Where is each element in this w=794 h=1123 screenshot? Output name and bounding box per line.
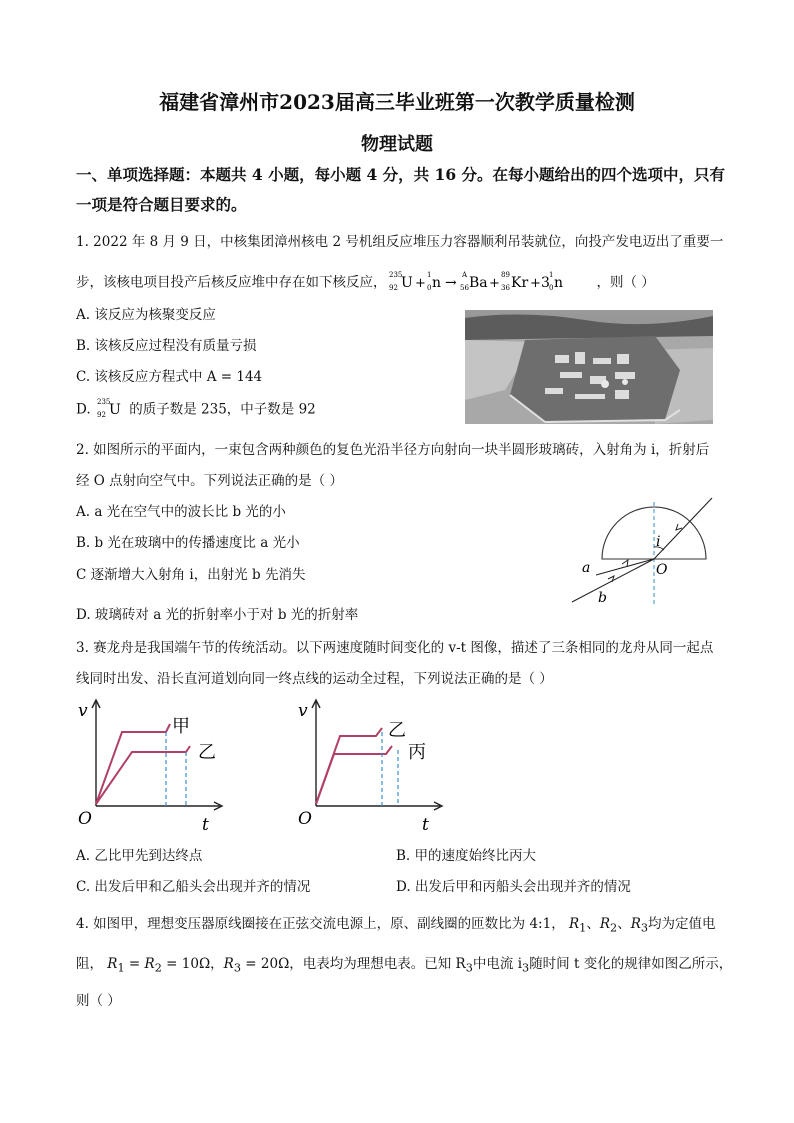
page-title: 福建省漳州市2023届高三毕业班第一次教学质量检测 xyxy=(159,90,635,114)
q1-line2-suffix: ，则（ ） xyxy=(596,274,655,291)
svg-text:+: + xyxy=(488,276,500,291)
q3-line1: 3. 赛龙舟是我国端午节的传统活动。以下两速度随时间变化的 v-t 图像，描述了三条相同的龙舟从同一起点 xyxy=(76,640,714,656)
curve-yi-label: 乙 xyxy=(388,720,406,741)
origin-label: O xyxy=(78,809,92,829)
ray-a-label: a xyxy=(582,560,591,576)
svg-text:0: 0 xyxy=(426,284,431,292)
page-subtitle: 物理试题 xyxy=(361,134,433,155)
curve-yi-label: 乙 xyxy=(198,742,216,763)
q4-line2: 阻， $R_1 = R_2 = 10\Omega$，$R_3 = 20\Omega$，电表均为理想电表。已知 $R_3$中电流 $i_3$随时间 t 变化的规律如图乙所示， xyxy=(76,956,733,975)
nuclear-equation xyxy=(387,268,597,298)
svg-text:n: n xyxy=(553,275,563,291)
semicircle-glass-figure xyxy=(560,492,720,607)
svg-text:→: → xyxy=(444,275,457,291)
section-heading-line1: 一、单项选择题：本题共 4 小题，每小题 4 分，共 16 分。在每小题给出的四个选项中，只有 xyxy=(76,165,726,184)
q3-option-c: C. 出发后甲和乙船头会出现并齐的情况 xyxy=(76,879,311,895)
svg-text:A: A xyxy=(461,271,467,279)
q1-option-d-text: 的质子数是 235，中子数是 92 xyxy=(124,401,316,418)
q2-option-c: C 逐渐增大入射角 i，出射光 b 先消失 xyxy=(76,567,306,583)
vt-graph-right xyxy=(292,696,452,836)
ray-b-label: b xyxy=(598,590,607,606)
svg-text:235: 235 xyxy=(388,271,402,279)
svg-text:235: 235 xyxy=(96,398,111,406)
q2-option-b: B. b 光在玻璃中的传播速度比 a 光小 xyxy=(76,535,300,551)
q3-option-b: B. 甲的速度始终比丙大 xyxy=(396,848,537,864)
svg-text:89: 89 xyxy=(500,271,510,279)
q1-option-d xyxy=(76,396,316,424)
q4-line1-tail: 均为定值电 xyxy=(648,916,716,932)
q2-option-d: D. 玻璃砖对 a 光的折射率小于对 b 光的折射率 xyxy=(76,607,359,623)
angle-i-label: i xyxy=(656,534,661,550)
svg-text:Ba: Ba xyxy=(468,275,488,291)
q1-option-a: A. 该反应为核聚变反应 xyxy=(76,307,216,323)
axis-t-label: t xyxy=(422,815,429,835)
origin-label: O xyxy=(298,809,312,829)
svg-text:n: n xyxy=(431,275,441,291)
q1-line2-prefix: 步，该核电项目投产后核反应堆中存在如下核反应， xyxy=(76,274,387,291)
axis-v-label: v xyxy=(298,701,308,721)
q1-line1: 1. 2022 年 8 月 9 日，中核集团漳州核电 2 号机组反应堆压力容器顺利吊装就位，向投产发电迈出了重要一 xyxy=(76,234,724,250)
axis-v-label: v xyxy=(78,701,88,721)
point-o-label: O xyxy=(656,562,668,578)
q4-line2-c: 中电流 i xyxy=(472,956,523,972)
q1-option-b: B. 该核反应过程没有质量亏损 xyxy=(76,338,257,354)
svg-text:36: 36 xyxy=(500,284,510,292)
q3-option-d: D. 出发后甲和丙船头会出现并齐的情况 xyxy=(396,879,631,895)
svg-text:+: + xyxy=(529,276,541,291)
q3-line2: 线同时出发、沿长直河道划向同一终点线的运动全过程，下列说法正确的是（ ） xyxy=(76,671,553,687)
curve-bing-label: 丙 xyxy=(408,742,426,763)
q2-line1: 2. 如图所示的平面内，一束包含两种颜色的复色光沿半径方向射向一块半圆形玻璃砖，入射角为 i，折射后 xyxy=(76,442,710,458)
q3-option-a: A. 乙比甲先到达终点 xyxy=(76,848,203,864)
uranium-symbol xyxy=(95,396,125,424)
q4-line3: 则（ ） xyxy=(76,993,121,1009)
axis-t-label: t xyxy=(202,815,209,835)
svg-text:0: 0 xyxy=(548,284,553,292)
nuclear-plant-photo xyxy=(465,310,713,424)
q1-option-c: C. 该核反应方程式中 A = 144 xyxy=(76,369,263,385)
q4-line1: 4. 如图甲，理想变压器原线圈接在正弦交流电源上，原、副线圈的匝数比为 4:1， $R_1$、$R_2$、$R_3$均为定值电 xyxy=(76,916,716,935)
q4-line2-a: 阻， xyxy=(76,956,103,972)
svg-text:56: 56 xyxy=(459,284,469,292)
q4-line2-b: ，电表均为理想电表。已知 R xyxy=(289,956,466,972)
section-heading-line2: 一项是符合题目要求的。 xyxy=(76,195,247,214)
svg-text:92: 92 xyxy=(96,411,106,419)
svg-text:92: 92 xyxy=(388,284,398,292)
svg-text:+: + xyxy=(414,276,426,291)
q2-option-a: A. a 光在空气中的波长比 b 光的小 xyxy=(76,504,286,520)
svg-text:1: 1 xyxy=(426,271,431,279)
q1-option-d-label: D. xyxy=(76,401,91,418)
q2-line2: 经 O 点射向空气中。下列说法正确的是（ ） xyxy=(76,473,343,489)
q1-line2 xyxy=(76,268,655,298)
svg-text:1: 1 xyxy=(548,271,553,279)
q4-line2-d: 随时间 t 变化的规律如图乙所示， xyxy=(529,956,733,972)
q4-line1-text: 4. 如图甲，理想变压器原线圈接在正弦交流电源上，原、副线圈的匝数比为 4:1， xyxy=(76,916,565,932)
curve-jia-label: 甲 xyxy=(172,716,190,737)
svg-text:3: 3 xyxy=(540,275,550,291)
vt-graph-left xyxy=(72,696,232,836)
svg-text:U: U xyxy=(400,275,413,291)
svg-text:U: U xyxy=(108,402,121,418)
svg-text:Kr: Kr xyxy=(510,275,528,291)
section-heading xyxy=(76,160,726,220)
